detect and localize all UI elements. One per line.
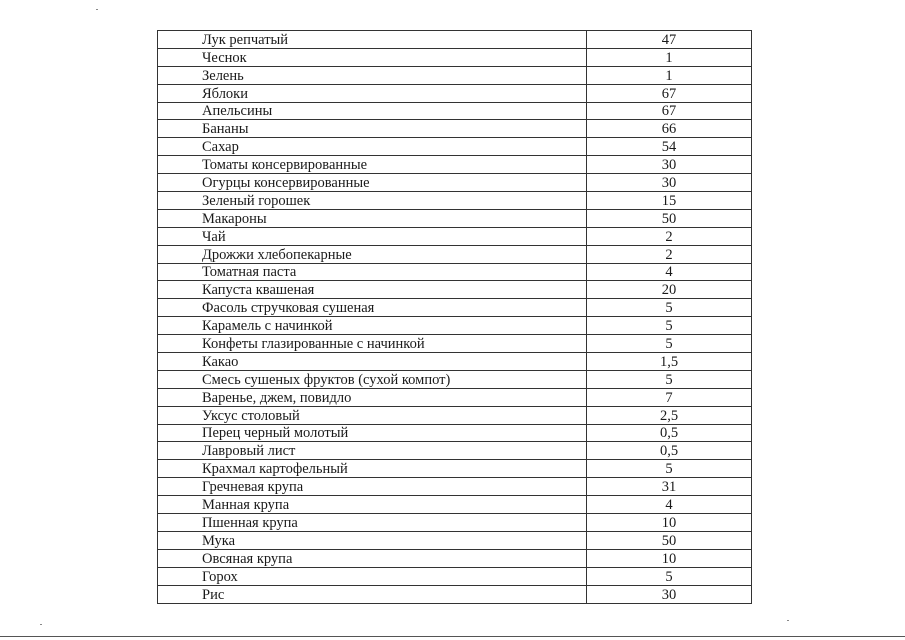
product-name-cell: Пшенная крупа — [158, 514, 587, 532]
quantity-cell: 67 — [587, 84, 752, 102]
table-row — [158, 209, 752, 227]
table-row — [158, 299, 752, 317]
quantity-cell: 10 — [587, 514, 752, 532]
quantity-cell: 20 — [587, 281, 752, 299]
product-name-cell: Фасоль стручковая сушеная — [158, 299, 587, 317]
product-name-cell: Горох — [158, 567, 587, 585]
product-name-cell: Яблоки — [158, 84, 587, 102]
scan-speck — [96, 9, 98, 10]
table-row — [158, 48, 752, 66]
quantity-cell: 67 — [587, 102, 752, 120]
quantity-cell: 1 — [587, 48, 752, 66]
table-row — [158, 424, 752, 442]
scan-speck — [40, 624, 42, 625]
quantity-cell: 1 — [587, 66, 752, 84]
product-name-cell: Лук репчатый — [158, 31, 587, 49]
quantity-cell: 54 — [587, 138, 752, 156]
quantity-cell: 5 — [587, 370, 752, 388]
product-name-cell: Перец черный молотый — [158, 424, 587, 442]
product-name-cell: Овсяная крупа — [158, 549, 587, 567]
scan-speck — [787, 620, 789, 621]
table-row — [158, 281, 752, 299]
product-name-cell: Томатная паста — [158, 263, 587, 281]
product-name-cell: Зелень — [158, 66, 587, 84]
table-row — [158, 460, 752, 478]
product-name-cell: Гречневая крупа — [158, 478, 587, 496]
table-row — [158, 66, 752, 84]
quantity-cell: 0,5 — [587, 442, 752, 460]
product-name-cell: Зеленый горошек — [158, 192, 587, 210]
table-row — [158, 353, 752, 371]
table-row — [158, 245, 752, 263]
quantity-cell: 30 — [587, 174, 752, 192]
table-row — [158, 388, 752, 406]
product-name-cell: Какао — [158, 353, 587, 371]
quantity-cell: 30 — [587, 585, 752, 603]
quantity-cell: 4 — [587, 496, 752, 514]
table-row — [158, 84, 752, 102]
quantity-cell: 5 — [587, 567, 752, 585]
quantity-cell: 47 — [587, 31, 752, 49]
quantity-cell: 5 — [587, 460, 752, 478]
table-row — [158, 406, 752, 424]
quantity-cell: 2,5 — [587, 406, 752, 424]
product-name-cell: Бананы — [158, 120, 587, 138]
page-bottom-edge — [0, 636, 905, 637]
product-name-cell: Манная крупа — [158, 496, 587, 514]
quantity-cell: 2 — [587, 245, 752, 263]
table-row — [158, 370, 752, 388]
product-name-cell: Томаты консервированные — [158, 156, 587, 174]
product-name-cell: Варенье, джем, повидло — [158, 388, 587, 406]
quantity-cell: 4 — [587, 263, 752, 281]
product-name-cell: Крахмал картофельный — [158, 460, 587, 478]
quantity-cell: 5 — [587, 299, 752, 317]
product-name-cell: Смесь сушеных фруктов (сухой компот) — [158, 370, 587, 388]
product-name-cell: Рис — [158, 585, 587, 603]
table-row — [158, 174, 752, 192]
quantity-cell: 0,5 — [587, 424, 752, 442]
table-row — [158, 192, 752, 210]
quantity-cell: 5 — [587, 317, 752, 335]
quantity-cell: 31 — [587, 478, 752, 496]
products-table — [157, 30, 752, 604]
table-row — [158, 335, 752, 353]
quantity-cell: 66 — [587, 120, 752, 138]
quantity-cell: 10 — [587, 549, 752, 567]
table-row — [158, 567, 752, 585]
quantity-cell: 30 — [587, 156, 752, 174]
table-row — [158, 496, 752, 514]
table-row — [158, 102, 752, 120]
quantity-cell: 2 — [587, 227, 752, 245]
products-table-body — [158, 31, 752, 604]
quantity-cell: 50 — [587, 209, 752, 227]
product-name-cell: Огурцы консервированные — [158, 174, 587, 192]
quantity-cell: 50 — [587, 531, 752, 549]
product-name-cell: Чай — [158, 227, 587, 245]
product-name-cell: Сахар — [158, 138, 587, 156]
product-name-cell: Уксус столовый — [158, 406, 587, 424]
table-row — [158, 138, 752, 156]
quantity-cell: 7 — [587, 388, 752, 406]
product-name-cell: Карамель с начинкой — [158, 317, 587, 335]
product-name-cell: Конфеты глазированные с начинкой — [158, 335, 587, 353]
table-row — [158, 31, 752, 49]
table-row — [158, 585, 752, 603]
table-row — [158, 317, 752, 335]
product-name-cell: Дрожжи хлебопекарные — [158, 245, 587, 263]
table-row — [158, 263, 752, 281]
product-name-cell: Мука — [158, 531, 587, 549]
table-row — [158, 514, 752, 532]
table-row — [158, 531, 752, 549]
table-row — [158, 120, 752, 138]
quantity-cell: 5 — [587, 335, 752, 353]
table-row — [158, 549, 752, 567]
table-row — [158, 156, 752, 174]
product-name-cell: Капуста квашеная — [158, 281, 587, 299]
quantity-cell: 1,5 — [587, 353, 752, 371]
table-row — [158, 227, 752, 245]
product-name-cell: Чеснок — [158, 48, 587, 66]
product-name-cell: Лавровый лист — [158, 442, 587, 460]
table-row — [158, 442, 752, 460]
quantity-cell: 15 — [587, 192, 752, 210]
table-row — [158, 478, 752, 496]
product-name-cell: Макароны — [158, 209, 587, 227]
product-name-cell: Апельсины — [158, 102, 587, 120]
